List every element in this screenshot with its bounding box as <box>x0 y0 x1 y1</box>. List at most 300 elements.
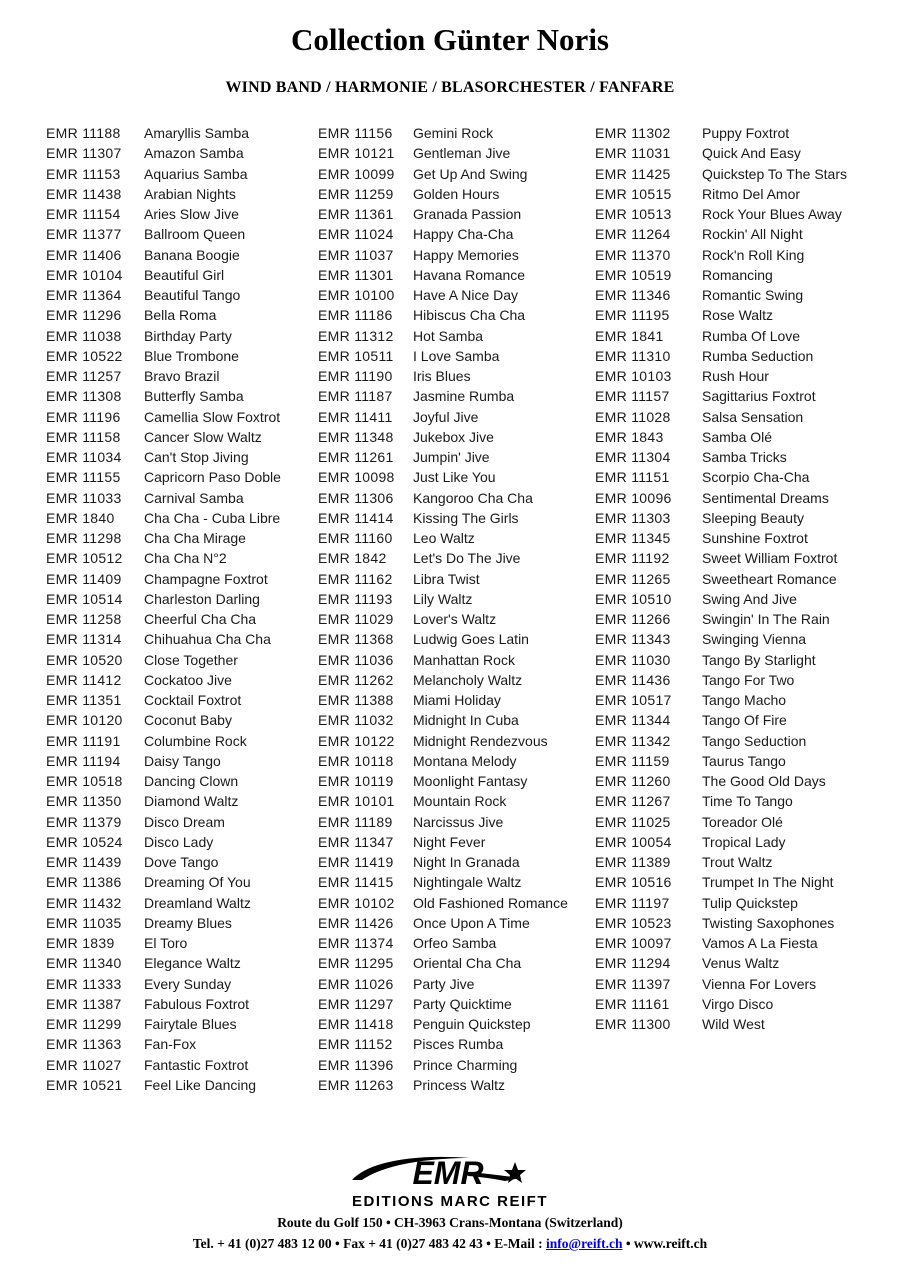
catalog-code: EMR 11439 <box>46 854 122 870</box>
catalog-title: Feel Like Dancing <box>144 1076 257 1093</box>
catalog-title: Fairytale Blues <box>144 1016 237 1032</box>
catalog-code: EMR 11028 <box>595 408 671 425</box>
catalog-title: Tulip Quickstep <box>702 894 798 911</box>
catalog-title: Oriental Cha Cha <box>413 955 522 972</box>
catalog-code: EMR 11364 <box>46 287 122 303</box>
catalog-row <box>318 1014 568 1034</box>
catalog-row <box>318 164 568 184</box>
catalog-row <box>318 305 568 325</box>
catalog-title: Fabulous Foxtrot <box>144 995 250 1012</box>
catalog-title: Vienna For Lovers <box>702 975 817 992</box>
catalog-row <box>46 731 281 751</box>
catalog-row <box>318 953 568 973</box>
catalog-code: EMR 10513 <box>595 206 672 222</box>
catalog-title: Champagne Foxtrot <box>144 570 268 587</box>
catalog-code: EMR 11025 <box>595 813 671 830</box>
catalog-row <box>595 994 847 1014</box>
catalog-title: Gentleman Jive <box>413 145 511 162</box>
catalog-row <box>46 629 281 649</box>
catalog-row <box>595 427 847 447</box>
catalog-row <box>595 852 847 872</box>
catalog-title: Virgo Disco <box>702 995 774 1012</box>
catalog-title: Aquarius Samba <box>144 165 248 182</box>
catalog-code: EMR 11396 <box>318 1056 394 1073</box>
catalog-title: Cha Cha N°2 <box>144 550 227 567</box>
catalog-code: EMR 10521 <box>46 1076 123 1093</box>
catalog-title: Venus Waltz <box>702 955 780 972</box>
catalog-code: EMR 11303 <box>595 509 671 526</box>
catalog-row <box>318 508 568 528</box>
catalog-title: Montana Melody <box>413 752 517 769</box>
catalog-row <box>595 224 847 244</box>
catalog-code: EMR 11264 <box>595 226 671 243</box>
catalog-title: Dove Tango <box>144 854 219 870</box>
catalog-row <box>46 528 281 548</box>
catalog-title: Ritmo Del Amor <box>702 185 801 202</box>
catalog-code: EMR 11029 <box>318 611 394 627</box>
logo-text: EMR <box>412 1155 484 1191</box>
publisher-address: Route du Golf 150 • CH-3963 Crans-Montana (Switzerland) <box>277 1215 623 1230</box>
catalog-title: Prince Charming <box>413 1056 518 1073</box>
catalog-row <box>46 184 281 204</box>
catalog-code: EMR 11388 <box>318 692 394 708</box>
catalog-code: EMR 11294 <box>595 955 671 972</box>
catalog-title: Havana Romance <box>413 266 526 283</box>
catalog-code: EMR 11333 <box>46 975 122 992</box>
catalog-code: EMR 11343 <box>595 631 671 648</box>
catalog-code: EMR 10101 <box>318 793 395 810</box>
catalog-row <box>318 285 568 305</box>
catalog-title: Night In Granada <box>413 854 520 870</box>
catalog-code: EMR 10104 <box>46 266 123 283</box>
catalog-title: Sleeping Beauty <box>702 509 804 526</box>
catalog-row <box>595 872 847 892</box>
catalog-code: EMR 10122 <box>318 732 395 749</box>
catalog-title: Rock'n Roll King <box>702 246 805 263</box>
catalog-code: EMR 11157 <box>595 388 670 405</box>
catalog-code: EMR 10102 <box>318 894 395 911</box>
catalog-code: EMR 10100 <box>318 287 395 303</box>
catalog-title: Ballroom Queen <box>144 226 246 243</box>
catalog-code: EMR 11436 <box>595 671 671 688</box>
catalog-title: Nightingale Waltz <box>413 874 522 891</box>
catalog-title: Hibiscus Cha Cha <box>413 307 526 324</box>
catalog-title: Disco Dream <box>144 813 225 830</box>
catalog-code: EMR 1840 <box>46 509 115 526</box>
catalog-code: EMR 11162 <box>318 570 393 587</box>
catalog-title: Bella Roma <box>144 307 217 324</box>
catalog-title: Rockin' All Night <box>702 226 803 243</box>
catalog-title: Princess Waltz <box>413 1076 506 1093</box>
catalog-row <box>595 933 847 953</box>
catalog-title: Tango For Two <box>702 671 795 688</box>
catalog-row <box>46 893 281 913</box>
catalog-title: Elegance Waltz <box>144 955 241 972</box>
catalog-code: EMR 11347 <box>318 833 394 850</box>
catalog-code: EMR 11397 <box>595 975 671 992</box>
catalog-row <box>595 710 847 730</box>
catalog-title: Beautiful Tango <box>144 287 241 303</box>
catalog-code: EMR 11300 <box>595 1016 671 1032</box>
catalog-title: Scorpio Cha-Cha <box>702 469 810 486</box>
catalog-row <box>318 731 568 751</box>
catalog-row <box>318 427 568 447</box>
catalog-title: Night Fever <box>413 833 486 850</box>
catalog-column-3 <box>595 123 847 1034</box>
catalog-title: Vamos A La Fiesta <box>702 935 818 951</box>
catalog-code: EMR 11426 <box>318 914 394 931</box>
catalog-code: EMR 11350 <box>46 793 122 810</box>
catalog-row <box>46 933 281 953</box>
catalog-title: Carnival Samba <box>144 489 244 506</box>
catalog-code: EMR 11267 <box>595 793 671 810</box>
catalog-row <box>46 670 281 690</box>
catalog-title: Samba Tricks <box>702 449 787 465</box>
catalog-code: EMR 11406 <box>46 246 122 263</box>
catalog-row <box>46 1014 281 1034</box>
catalog-code: EMR 10119 <box>318 773 394 789</box>
catalog-row <box>46 224 281 244</box>
catalog-title: Aries Slow Jive <box>144 206 239 222</box>
catalog-code: EMR 1842 <box>318 550 387 567</box>
catalog-code: EMR 11263 <box>318 1076 394 1093</box>
catalog-code: EMR 10097 <box>595 935 672 951</box>
catalog-code: EMR 11031 <box>595 145 671 162</box>
catalog-row <box>595 164 847 184</box>
catalog-row <box>46 569 281 589</box>
catalog-row <box>46 771 281 791</box>
catalog-row <box>46 1075 281 1095</box>
catalog-title: I Love Samba <box>413 347 500 364</box>
catalog-title: Puppy Foxtrot <box>702 125 790 141</box>
catalog-code: EMR 10510 <box>595 590 672 607</box>
catalog-code: EMR 11193 <box>318 590 393 607</box>
catalog-code: EMR 10517 <box>595 692 672 708</box>
catalog-row <box>46 164 281 184</box>
catalog-row <box>595 791 847 811</box>
catalog-code: EMR 11302 <box>595 125 671 141</box>
catalog-row <box>46 285 281 305</box>
catalog-code: EMR 11415 <box>318 874 394 891</box>
catalog-code: EMR 11346 <box>595 287 671 303</box>
catalog-title: Golden Hours <box>413 185 500 202</box>
catalog-row <box>318 224 568 244</box>
catalog-row <box>595 832 847 852</box>
catalog-row <box>595 346 847 366</box>
catalog-code: EMR 11432 <box>46 894 122 911</box>
catalog-row <box>595 731 847 751</box>
catalog-row <box>595 265 847 285</box>
catalog-code: EMR 11194 <box>46 752 121 769</box>
catalog-row <box>595 326 847 346</box>
catalog-title: Coconut Baby <box>144 712 232 729</box>
catalog-row <box>46 467 281 487</box>
catalog-row <box>318 346 568 366</box>
catalog-row <box>46 872 281 892</box>
catalog-row <box>595 548 847 568</box>
catalog-code: EMR 10518 <box>46 773 123 789</box>
catalog-title: Twisting Saxophones <box>702 914 835 931</box>
catalog-title: Fantastic Foxtrot <box>144 1056 249 1073</box>
catalog-code: EMR 11306 <box>318 489 394 506</box>
catalog-title: Happy Memories <box>413 246 519 263</box>
catalog-row <box>595 245 847 265</box>
catalog-row <box>318 447 568 467</box>
catalog-title: Capricorn Paso Doble <box>144 469 281 486</box>
catalog-title: Every Sunday <box>144 975 232 992</box>
catalog-code: EMR 11195 <box>595 307 670 324</box>
catalog-row <box>595 143 847 163</box>
catalog-title: Lover's Waltz <box>413 611 497 627</box>
catalog-title: Old Fashioned Romance <box>413 894 568 911</box>
catalog-code: EMR 11418 <box>318 1016 394 1032</box>
catalog-title: Joyful Jive <box>413 408 479 425</box>
catalog-row <box>318 751 568 771</box>
catalog-code: EMR 11412 <box>46 671 122 688</box>
catalog-row <box>595 123 847 143</box>
catalog-row <box>46 508 281 528</box>
catalog-row <box>46 305 281 325</box>
catalog-code: EMR 11160 <box>318 530 393 546</box>
catalog-code: EMR 1839 <box>46 935 115 951</box>
catalog-title: Cha Cha - Cuba Libre <box>144 509 281 526</box>
catalog-row <box>318 548 568 568</box>
catalog-code: EMR 10520 <box>46 651 123 668</box>
catalog-title: Romancing <box>702 266 773 283</box>
catalog-code: EMR 11411 <box>318 408 393 425</box>
catalog-title: Samba Olé <box>702 428 773 445</box>
catalog-title: Rush Hour <box>702 368 769 384</box>
catalog-title: Sweet William Foxtrot <box>702 550 838 567</box>
catalog-title: Party Jive <box>413 975 475 992</box>
catalog-code: EMR 11259 <box>318 185 394 202</box>
catalog-code: EMR 11038 <box>46 327 122 344</box>
catalog-title: Trout Waltz <box>702 854 773 870</box>
catalog-row <box>595 467 847 487</box>
catalog-title: Salsa Sensation <box>702 408 804 425</box>
catalog-row <box>46 427 281 447</box>
catalog-title: Tango Macho <box>702 692 787 708</box>
catalog-row <box>318 994 568 1014</box>
catalog-code: EMR 11159 <box>595 752 670 769</box>
catalog-code: EMR 11186 <box>318 307 393 324</box>
catalog-row <box>318 852 568 872</box>
catalog-code: EMR 11295 <box>318 955 394 972</box>
catalog-code: EMR 11265 <box>595 570 671 587</box>
catalog-code: EMR 11036 <box>318 651 394 668</box>
catalog-title: Jumpin' Jive <box>413 449 490 465</box>
catalog-row <box>318 933 568 953</box>
catalog-row <box>595 407 847 427</box>
catalog-row <box>318 1075 568 1095</box>
catalog-row <box>46 650 281 670</box>
catalog-row <box>46 751 281 771</box>
catalog-code: EMR 11361 <box>318 206 394 222</box>
catalog-title: Arabian Nights <box>144 185 236 202</box>
catalog-title: Tango Of Fire <box>702 712 787 729</box>
catalog-title: Sentimental Dreams <box>702 489 829 506</box>
catalog-title: Jukebox Jive <box>413 428 494 445</box>
catalog-code: EMR 11363 <box>46 1036 122 1053</box>
catalog-title: Quick And Easy <box>702 145 801 162</box>
catalog-code: EMR 11387 <box>46 995 122 1012</box>
catalog-row <box>318 710 568 730</box>
catalog-code: EMR 10099 <box>318 165 395 182</box>
catalog-code: EMR 11419 <box>318 854 394 870</box>
catalog-code: EMR 11033 <box>46 489 122 506</box>
catalog-row <box>595 1014 847 1034</box>
catalog-code: EMR 1841 <box>595 327 664 344</box>
catalog-row <box>595 893 847 913</box>
catalog-code: EMR 11261 <box>318 449 394 465</box>
catalog-code: EMR 11034 <box>46 449 122 465</box>
catalog-row <box>318 265 568 285</box>
catalog-code: EMR 11307 <box>46 145 122 162</box>
catalog-code: EMR 11027 <box>46 1056 122 1073</box>
catalog-title: Toreador Olé <box>702 813 783 830</box>
catalog-title: Moonlight Fantasy <box>413 773 528 789</box>
catalog-title: Bravo Brazil <box>144 368 220 384</box>
catalog-title: Trumpet In The Night <box>702 874 834 891</box>
catalog-row <box>595 771 847 791</box>
catalog-code: EMR 11257 <box>46 368 122 384</box>
catalog-row <box>46 832 281 852</box>
catalog-title: Camellia Slow Foxtrot <box>144 408 281 425</box>
catalog-row <box>318 629 568 649</box>
catalog-code: EMR 11308 <box>46 388 122 405</box>
catalog-row <box>46 812 281 832</box>
publisher-contact <box>0 1236 900 1252</box>
catalog-code: EMR 11258 <box>46 611 122 627</box>
catalog-title: Ludwig Goes Latin <box>413 631 529 648</box>
catalog-title: Beautiful Girl <box>144 266 225 283</box>
catalog-title: Disco Lady <box>144 833 214 850</box>
catalog-row <box>595 650 847 670</box>
catalog-title: Diamond Waltz <box>144 793 239 810</box>
catalog-title: Tango By Starlight <box>702 651 816 668</box>
catalog-title: Midnight In Cuba <box>413 712 519 729</box>
catalog-row <box>595 569 847 589</box>
catalog-row <box>595 508 847 528</box>
catalog-title: Sagittarius Foxtrot <box>702 388 816 405</box>
catalog-title: Jasmine Rumba <box>413 388 515 405</box>
catalog-row <box>46 326 281 346</box>
catalog-row <box>595 589 847 609</box>
catalog-code: EMR 11190 <box>318 368 393 384</box>
email-link[interactable]: info@reift.ch <box>546 1236 623 1251</box>
catalog-code: EMR 11340 <box>46 955 122 972</box>
catalog-code: EMR 11344 <box>595 712 671 729</box>
catalog-title: Leo Waltz <box>413 530 475 546</box>
catalog-code: EMR 11379 <box>46 813 122 830</box>
catalog-title: Taurus Tango <box>702 752 786 769</box>
catalog-title: Time To Tango <box>702 793 793 810</box>
catalog-title: Granada Passion <box>413 206 522 222</box>
catalog-title: Dreamy Blues <box>144 914 232 931</box>
catalog-title: Rumba Of Love <box>702 327 801 344</box>
catalog-code: EMR 11188 <box>46 125 121 141</box>
catalog-row <box>318 609 568 629</box>
catalog-code: EMR 10121 <box>318 145 395 162</box>
catalog-code: EMR 11035 <box>46 914 122 931</box>
catalog-row <box>318 650 568 670</box>
catalog-code: EMR 10511 <box>318 347 394 364</box>
catalog-title: Once Upon A Time <box>413 914 530 931</box>
catalog-title: Sweetheart Romance <box>702 570 837 587</box>
catalog-row <box>318 386 568 406</box>
catalog-title: Swingin' In The Rain <box>702 611 830 627</box>
catalog-code: EMR 11296 <box>46 307 122 324</box>
catalog-code: EMR 10515 <box>595 185 672 202</box>
catalog-column-2 <box>318 123 568 1095</box>
catalog-title: Sunshine Foxtrot <box>702 530 808 546</box>
catalog-title: Cancer Slow Waltz <box>144 428 262 445</box>
catalog-code: EMR 10524 <box>46 833 123 850</box>
catalog-code: EMR 11409 <box>46 570 122 587</box>
catalog-row <box>318 791 568 811</box>
page-subtitle: WIND BAND / HARMONIE / BLASORCHESTER / FANFARE <box>225 79 675 96</box>
catalog-title: Quickstep To The Stars <box>702 165 847 182</box>
catalog-row <box>595 528 847 548</box>
catalog-code: EMR 10522 <box>46 347 123 364</box>
catalog-column-1 <box>46 123 281 1095</box>
catalog-code: EMR 11297 <box>318 995 394 1012</box>
catalog-title: Blue Trombone <box>144 347 239 364</box>
catalog-row <box>318 326 568 346</box>
catalog-row <box>46 994 281 1014</box>
catalog-title: Happy Cha-Cha <box>413 226 514 243</box>
catalog-code: EMR 10120 <box>46 712 123 729</box>
catalog-title: Cha Cha Mirage <box>144 530 246 546</box>
catalog-code: EMR 11024 <box>318 226 394 243</box>
catalog-row <box>318 123 568 143</box>
catalog-title: Banana Boogie <box>144 246 240 263</box>
catalog-row <box>595 305 847 325</box>
catalog-code: EMR 10519 <box>595 266 672 283</box>
catalog-code: EMR 11151 <box>595 469 670 486</box>
catalog-row <box>46 488 281 508</box>
catalog-row <box>318 589 568 609</box>
catalog-row <box>595 974 847 994</box>
catalog-row <box>46 953 281 973</box>
catalog-row <box>46 245 281 265</box>
catalog-title: Close Together <box>144 651 238 668</box>
catalog-title: Tango Seduction <box>702 732 807 749</box>
catalog-title: Daisy Tango <box>144 752 221 769</box>
catalog-row <box>46 690 281 710</box>
catalog-code: EMR 11266 <box>595 611 671 627</box>
catalog-row <box>595 609 847 629</box>
catalog-title: Orfeo Samba <box>413 935 497 951</box>
catalog-code: EMR 11161 <box>595 995 670 1012</box>
catalog-title: Penguin Quickstep <box>413 1016 531 1032</box>
catalog-row <box>595 184 847 204</box>
catalog-row <box>46 710 281 730</box>
catalog-row <box>46 974 281 994</box>
catalog-row <box>318 467 568 487</box>
catalog-code: EMR 11153 <box>46 165 121 182</box>
catalog-code: EMR 11377 <box>46 226 122 243</box>
catalog-row <box>46 346 281 366</box>
catalog-row <box>595 953 847 973</box>
catalog-title: Butterfly Samba <box>144 388 244 405</box>
catalog-row <box>318 812 568 832</box>
catalog-row <box>595 751 847 771</box>
catalog-row <box>318 569 568 589</box>
catalog-code: EMR 10118 <box>318 752 394 769</box>
catalog-title: Lily Waltz <box>413 590 473 607</box>
catalog-row <box>46 548 281 568</box>
